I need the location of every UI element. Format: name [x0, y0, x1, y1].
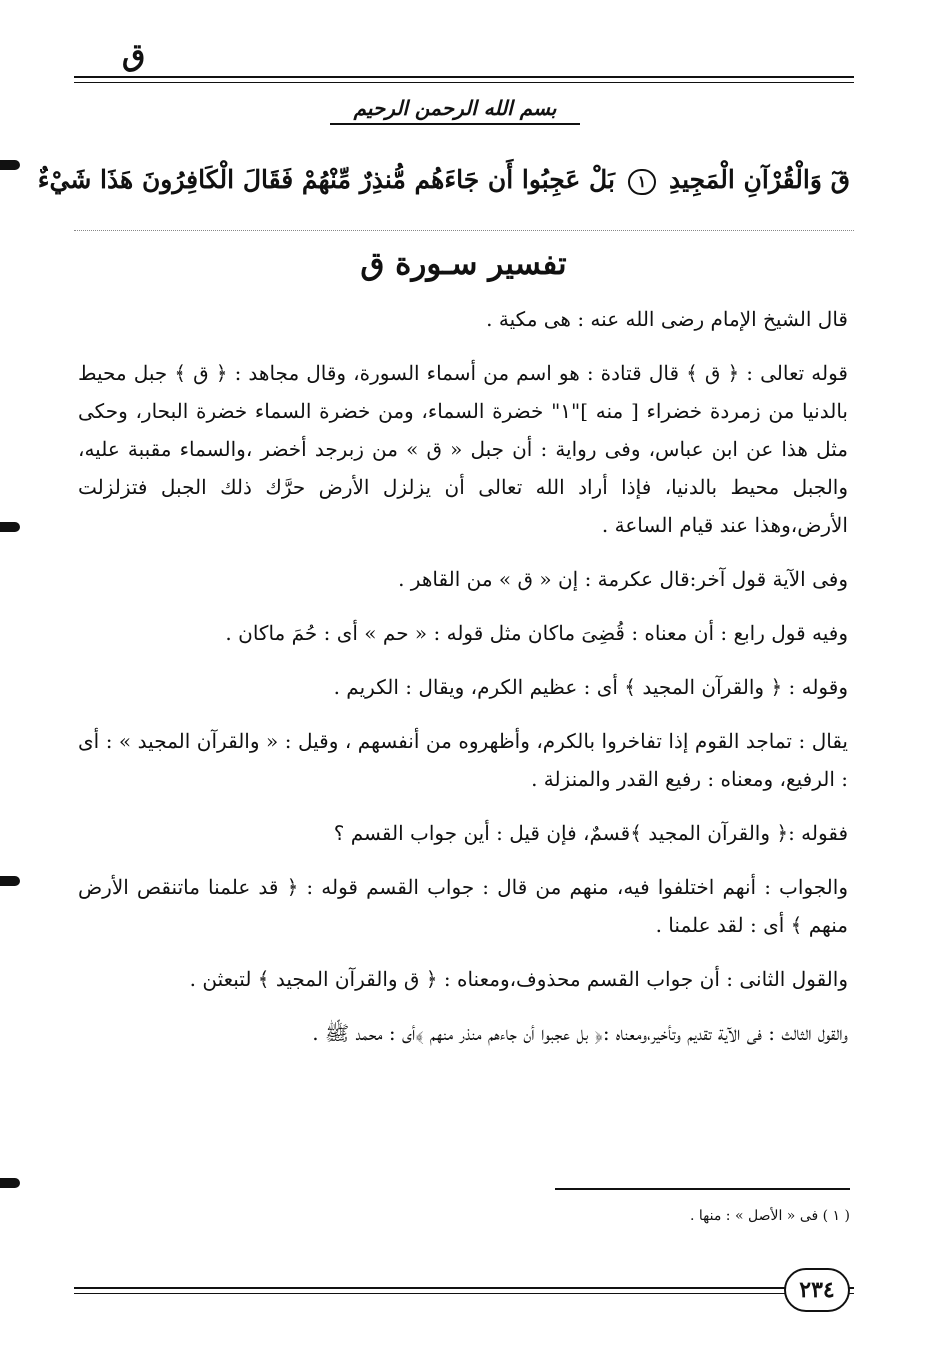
- paragraph: قوله تعالى : ﴿ ق ﴾ قال قتادة : هو اسم من أسماء السورة، وقال مجاهد : ﴿ ق ﴾ جبل محيط بالدنيا من زمردة خضراء [ منه ]"١" خضرة السماء، ومن خضرة السماء خضرة البحار، وحكى مثل هذا عن ابن عباس، وفى رواية : أن جبل « ق » من زبرجد أخضر ،والسماء مقببة عليه، والجبل محيط بالدنيا، فإذا أراد الله تعالى أن يزلزل الأرض حرَّك ذلك الجبل فتزلزلت الأرض،وهذا عند قيام الساعة .: [78, 361, 848, 537]
- paragraph: وقوله : ﴿ والقرآن المجيد ﴾ أى : عظيم الكرم، ويقال : الكريم .: [333, 675, 848, 699]
- paragraph: والجواب : أنهم اختلفوا فيه، منهم من قال : جواب القسم قوله : ﴿ قد علمنا ماتنقص الأرض منهم ﴾ أى : لقد علمنا .: [78, 875, 848, 937]
- paragraph: يقال : تماجد القوم إذا تفاخروا بالكرم، وأظهروه من أنفسهم ، وقيل : « والقرآن المجيد » : أى : الرفيع، ومعناه : رفيع القدر والمنزلة .: [78, 729, 848, 791]
- header-double-rule: [74, 76, 854, 83]
- paragraph: فقوله :﴿ والقرآن المجيد ﴾قسمٌ، فإن قيل : أين جواب القسم ؟: [333, 821, 848, 845]
- footnote: ( ١ ) فى « الأصل » : منها .: [690, 1208, 850, 1224]
- basmala-stroke: [330, 123, 580, 125]
- verse-separator: [74, 230, 854, 231]
- scan-edge-mark: [0, 522, 20, 532]
- page-number: ٢٣٤: [784, 1268, 850, 1312]
- footer-double-rule: [74, 1287, 854, 1294]
- section-title: تفسير سـورة ق: [360, 246, 567, 282]
- paragraph: والقول الثانى : أن جواب القسم محذوف،ومعناه : ﴿ ق والقرآن المجيد ﴾ لتبعثن .: [189, 967, 848, 991]
- paragraph: والقول الثالث : فى الآية تقديم وتأخير،ومعناه :﴿ بل عجبوا أن جاءهم منذر منهم ﴾أى : محمد ﷺ .: [312, 1021, 848, 1045]
- basmala-calligraphy: [270, 96, 640, 136]
- paragraph: وفيه قول رابع : أن معناه : قُضِىَ ماكان مثل قوله : « حم » أى : حُمَ ماكان .: [225, 621, 848, 645]
- scan-edge-mark: [0, 876, 20, 886]
- running-header-surah-letter: ق: [122, 38, 146, 73]
- scan-edge-mark: [0, 160, 20, 170]
- basmala-text: بسم الله الرحمن الرحيم: [353, 96, 557, 120]
- paragraph: وفى الآية قول آخر:قال عكرمة : إن « ق » من القاهر .: [398, 567, 848, 591]
- footnote-rule: [555, 1188, 850, 1190]
- scan-edge-mark: [0, 1178, 20, 1188]
- quran-verse: [37, 158, 850, 202]
- paragraph: قال الشيخ الإمام رضى الله عنه : هى مكية .: [486, 307, 848, 331]
- commentary-body: [78, 300, 848, 1068]
- ayah-number-marker: ١: [628, 169, 657, 195]
- verse-text-end: بَلْ عَجِبُوا أَن جَاءَهُم مُّنذِرٌ مِّنْهُمْ فَقَالَ الْكَافِرُونَ هَذَا شَيْءٌ: [37, 165, 615, 194]
- verse-text-start: قٓ وَالْقُرْآنِ الْمَجِيدِ: [668, 165, 850, 194]
